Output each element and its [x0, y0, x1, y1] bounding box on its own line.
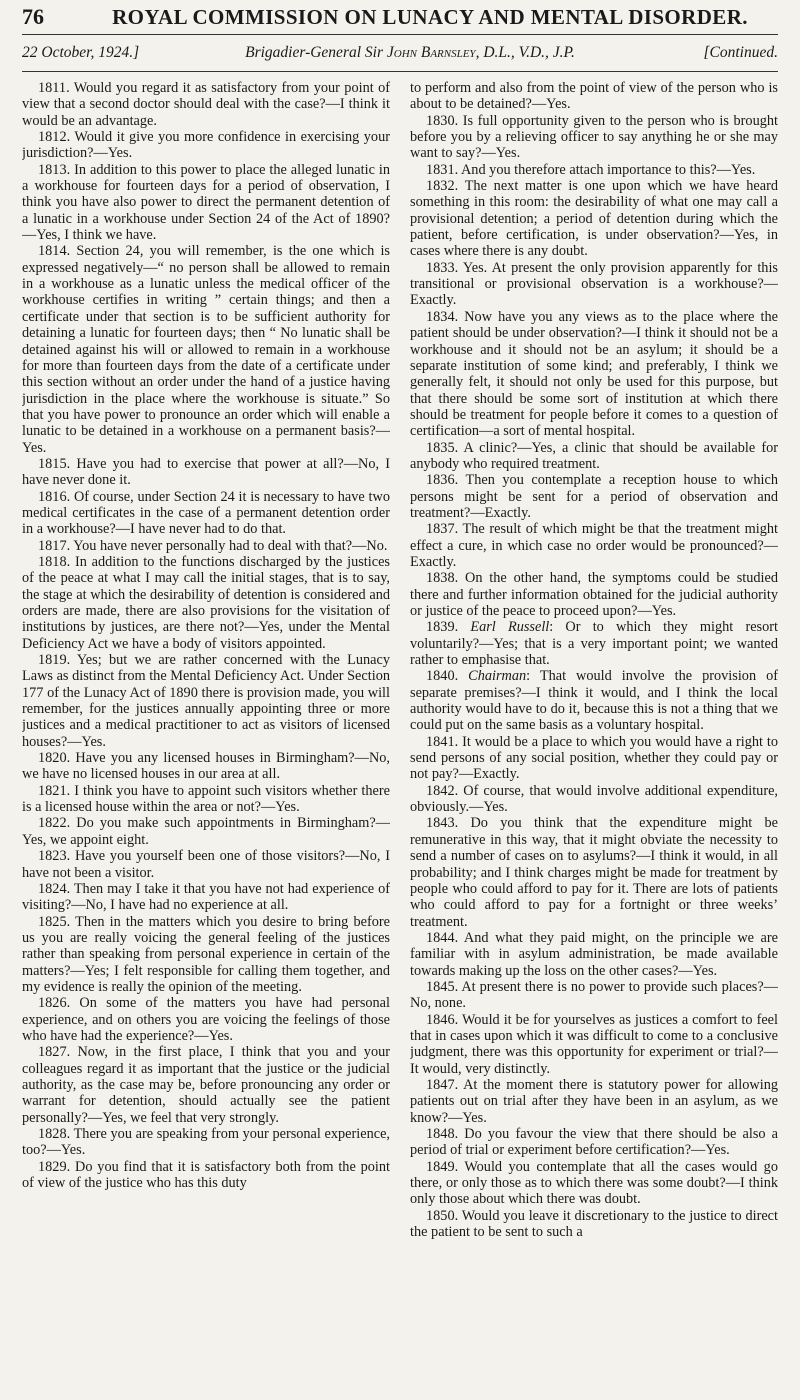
question-number: 1831.: [426, 161, 459, 178]
question-number: 1833.: [426, 259, 459, 276]
right-column: [410, 80, 778, 1392]
question-text: Then you contemplate a reception house to which persons might be sent for a period of observation and treatment?—Exactly.: [410, 472, 778, 521]
question-paragraph: [22, 162, 390, 244]
text-columns: [22, 80, 778, 1392]
question-number: 1821.: [38, 782, 71, 799]
question-text: Do you favour the view that there should be also a period of trial or experiment before certification?—Yes.: [410, 1126, 778, 1159]
question-paragraph: [22, 914, 390, 996]
witness-surname: John Barnsley: [386, 44, 476, 61]
question-text: And what they paid might, on the principle we are familiar with in asylum administration, be made available towards making up the loss on the other cases?—Yes.: [410, 929, 778, 979]
question-paragraph: [410, 783, 778, 816]
question-text: The result of which might be that the treatment might effect a cure, in which case no order would be pronounced?—Exactly.: [410, 521, 778, 570]
question-text: Yes; but we are rather concerned with the Lunacy Laws as distinct from the Mental Deficiency Act. Under Section 177 of the Lunacy Act of 1890 there is provision made, you will remember, for the justices annually appointing three or more justices and a medical practitioner to act as visitors of licensed houses?—Yes.: [22, 652, 390, 750]
question-paragraph: [22, 129, 390, 162]
running-title: ROYAL COMMISSION ON LUNACY AND MENTAL DISORDER.: [112, 5, 748, 29]
question-paragraph: [410, 1012, 778, 1077]
question-text: That would involve the provision of separate premises?—I think it would, and I think the local authority would have to do it, because this is not a thing that we could put on the same basis as a voluntary hospital.: [410, 668, 778, 734]
question-paragraph: [22, 1044, 390, 1126]
question-text: Would it give you more confidence in exercising your jurisdiction?—Yes.: [22, 129, 390, 162]
question-paragraph: [22, 815, 390, 848]
question-paragraph: [22, 881, 390, 914]
question-number: 1829.: [38, 1158, 71, 1175]
witness-name: [152, 44, 668, 62]
question-text: Have you any licensed houses in Birmingham?—No, we have no licensed houses in our area at all.: [22, 750, 390, 783]
question-paragraph: [22, 1126, 390, 1159]
question-number: 1835.: [426, 439, 459, 456]
question-text: On the other hand, the symptoms could be studied there and further information obtained for the judicial authority or justice of the peace to proceed upon?—Yes.: [410, 570, 778, 619]
question-number: 1836.: [426, 472, 459, 489]
question-text: It would be a place to which you would have a right to send persons of any social position, whether they could pay or not pay?—Exactly.: [410, 733, 778, 783]
question-text: Do you make such appointments in Birmingham?—Yes, we appoint eight.: [22, 815, 390, 848]
question-number: 1848.: [426, 1126, 459, 1142]
question-paragraph: [410, 734, 778, 783]
question-paragraph: [22, 456, 390, 489]
question-paragraph: [410, 80, 778, 113]
question-text: A clinic?—Yes, a clinic that should be available for anybody who required treatment.: [410, 439, 778, 472]
question-number: 1844.: [426, 929, 459, 946]
question-number: 1825.: [38, 913, 71, 930]
question-paragraph: [410, 178, 778, 260]
witness-prefix: Brigadier-General Sir: [245, 44, 387, 61]
question-text: Have you had to exercise that power at all?—No, I have never done it.: [22, 455, 390, 489]
witness-line: [22, 44, 778, 62]
witness-suffix: , D.L., V.D., J.P.: [475, 44, 575, 61]
question-text: Now have you any views as to the place where the patient should be under observation?—I think it should not be a workhouse and it should not be an asylum; it should be a separate institution of some kind; and preferably, I think we generally felt, it should not only be used for this purpose, but that there should be some sort of institution at which there should be treatment for people before it comes to a question of certification—a sort of mental hospital.: [410, 308, 778, 440]
question-paragraph: [22, 848, 390, 881]
question-number: 1815.: [38, 455, 71, 472]
question-number: 1817.: [38, 537, 71, 554]
question-text: You have never personally had to deal with that?—No.: [73, 537, 388, 554]
question-number: 1843.: [426, 815, 459, 832]
question-paragraph: [410, 260, 778, 309]
question-text: At present there is no power to provide such places?—No, none.: [410, 978, 778, 1012]
question-number: 1834.: [426, 308, 459, 325]
question-number: 1824.: [38, 880, 71, 897]
question-number: 1838.: [426, 570, 459, 587]
question-text: In addition to the functions discharged by the justices of the peace at what I may call the initial stages, that is to say, the stage at which the desirability of detention is considered and orders are made, there are also provisions for the visitation of institutions by justices, are there not?—Yes, under the Mental Deficiency Act we have a body of visitors appointed.: [22, 553, 390, 652]
speaker-name: Chairman: [468, 668, 527, 685]
question-number: 1842.: [426, 782, 459, 799]
question-paragraph: [22, 1159, 390, 1192]
question-paragraph: [22, 554, 390, 652]
question-text: On some of the matters you have had personal experience, and on others you are voicing the feelings of those who have had the experience?—Yes.: [22, 995, 390, 1044]
question-paragraph: [410, 930, 778, 979]
question-paragraph: [22, 80, 390, 129]
question-paragraph: [410, 521, 778, 570]
question-text: Section 24, you will remember, is the one which is expressed negatively—“ no person shall be allowed to remain in a workhouse as a lunatic unless the medical officer of the workhouse certifies in writing ” certain things; and then a certificate under that section is to be sufficient authority for detaining a lunatic for fourteen days; then “ No lunatic shall be detained against his will or allowed to remain in a workhouse for more than fourteen days from the date of a certificate under this section without an order under the hand of a justice having jurisdiction in the place where the workhouse is situate.” So that you have power to pronounce an order which will enable a lunatic to be detained in a workhouse on a permanent basis?—Yes.: [22, 243, 390, 456]
question-text: And you therefore attach importance to this?—Yes.: [460, 161, 756, 178]
question-number: 1816.: [38, 488, 71, 505]
question-text: There you are speaking from your personal experience, too?—Yes.: [22, 1126, 390, 1159]
question-number: 1811.: [38, 80, 70, 96]
question-paragraph: [410, 113, 778, 162]
question-number: 1840.: [426, 668, 459, 685]
question-paragraph: [410, 1159, 778, 1208]
question-number: 1820.: [38, 750, 71, 767]
question-text: Is full opportunity given to the person who is brought before you by a relieving officer to say anything he or she may want to say?—Yes.: [410, 112, 778, 162]
question-text: Do you think that the expenditure might be remunerative in this way, that it might obviate the necessity to send a number of cases on to asylums?—I think it would, in all probability; and I think charges might be made for treatment by people who could afford to pay for it. There are lots of patients who could afford to pay for a fortnight or three weeks’ treatment.: [410, 815, 778, 930]
page-header: [22, 4, 778, 30]
question-paragraph: [22, 243, 390, 455]
question-paragraph: [410, 1208, 778, 1241]
question-number: 1837.: [426, 521, 459, 538]
question-paragraph: [410, 440, 778, 473]
question-number: 1813.: [38, 161, 71, 178]
question-paragraph: [22, 538, 390, 554]
question-number: 1839.: [426, 619, 459, 636]
question-text: Would you leave it discretionary to the justice to direct the patient to be sent to such a: [410, 1207, 778, 1241]
question-paragraph: [410, 979, 778, 1012]
question-number: 1828.: [38, 1126, 71, 1142]
question-paragraph: [410, 815, 778, 929]
hearing-date: 22 October, 1924.]: [22, 44, 140, 61]
question-number: 1847.: [426, 1076, 459, 1093]
question-text: Then in the matters which you desire to bring before us you are really voicing the general feeling of the justices rather than speaking from personal experience in certain of the matters?—Yes; I felt responsible for calling them together, and my evidence is really the opinion of the meeting.: [22, 913, 390, 995]
question-text: Then may I take it that you have not had experience of visiting?—No, I have had no experience at all.: [22, 880, 390, 914]
question-number: 1823.: [38, 848, 71, 865]
question-number: 1841.: [426, 733, 459, 750]
question-text: Or to which they might resort voluntarily?—Yes; that is a very important point; we wanted rather to emphasise that.: [410, 619, 778, 669]
question-text: Do you find that it is satisfactory both from the point of view of the justice who has this duty: [22, 1158, 390, 1192]
question-number: 1849.: [426, 1158, 459, 1175]
question-text: I think you have to appoint such visitors whether there is a licensed house within the area or not?—Yes.: [22, 782, 390, 816]
question-paragraph: [22, 652, 390, 750]
question-text: The next matter is one upon which we have heard something in this room: the desirability of what one may call a provisional detention; a period of detention during which the patient, before certification, is under observation?—Yes, in cases where there is any doubt.: [410, 178, 778, 260]
header-rule-bottom: [22, 71, 778, 72]
question-text: Of course, that would involve additional expenditure, obviously.—Yes.: [410, 782, 778, 816]
question-number: 1812.: [38, 129, 71, 146]
question-number: 1832.: [426, 178, 459, 195]
question-number: 1822.: [38, 815, 71, 832]
question-paragraph: [22, 489, 390, 538]
question-text: Would you contemplate that all the cases would go there, or only those as to which there was some doubt?—I think only those about which there was doubt.: [410, 1158, 778, 1208]
question-text: Now, in the first place, I think that you and your colleagues regard it as important that the justice or the judicial authority, as the case may be, before pronouncing any order or warrant for detention, should actually see the patient personally?—Yes, we feel that very strongly.: [22, 1044, 390, 1126]
question-paragraph: [410, 162, 778, 178]
question-number: 1846.: [426, 1011, 459, 1028]
page-number: 76: [22, 4, 44, 29]
question-number: 1830.: [426, 112, 459, 129]
continued-label: [Continued.: [703, 44, 778, 61]
question-text: In addition to this power to place the alleged lunatic in a workhouse for fourteen days for a period of observation, I think you have also power to direct the permanent detention of a lunatic in a workhouse under Section 24 of the Act of 1890?—Yes, I think we have.: [22, 161, 390, 244]
question-text: Would it be for yourselves as justices a comfort to feel that in cases upon which it was difficult to come to a conclusive judgment, there was this opportunity for experiment or trial?—It would, very distinctly.: [410, 1011, 778, 1077]
question-number: 1827.: [38, 1044, 71, 1061]
question-paragraph: [410, 1077, 778, 1126]
question-paragraph: [22, 995, 390, 1044]
question-paragraph: [22, 783, 390, 816]
question-paragraph: 1840. Chairman: That would involve the provision of separate premises?—I think it would, and I think the local authority would have to do it, because this is not a thing that we could put on the same basis as a voluntary hospital.: [410, 668, 778, 734]
question-paragraph: 1839. Earl Russell: Or to which they might resort voluntarily?—Yes; that is a very important point; we wanted rather to emphasise that.: [410, 619, 778, 669]
question-number: 1818.: [38, 553, 71, 570]
question-paragraph: [410, 309, 778, 440]
question-paragraph: [410, 570, 778, 619]
question-number: 1826.: [38, 995, 71, 1012]
question-text: Of course, under Section 24 it is necessary to have two medical certificates in the case of a permanent detention order in a workhouse?—I have never had to do that.: [22, 488, 390, 538]
question-text: to perform and also from the point of view of the person who is about to be detained?—Yes.: [410, 80, 778, 113]
question-number: 1850.: [426, 1207, 459, 1224]
question-text: Yes. At present the only provision apparently for this transitional or provisional observation is a workhouse?—Exactly.: [410, 259, 778, 309]
header-rule-top: [22, 34, 778, 35]
question-paragraph: [410, 1126, 778, 1159]
question-text: Have you yourself been one of those visitors?—No, I have not been a visitor.: [22, 848, 390, 881]
question-paragraph: [22, 750, 390, 783]
question-number: 1814.: [38, 243, 71, 260]
question-paragraph: [410, 472, 778, 521]
question-text: At the moment there is statutory power for allowing patients out on trial after they have been in an asylum, as we know?—Yes.: [410, 1076, 778, 1126]
left-column: [22, 80, 390, 1392]
question-number: 1845.: [426, 978, 459, 995]
speaker-name: Earl Russell: [470, 619, 550, 636]
question-number: 1819.: [38, 652, 71, 669]
question-text: Would you regard it as satisfactory from your point of view that a second doctor should deal with the case?—I think it would be an advantage.: [22, 80, 390, 129]
